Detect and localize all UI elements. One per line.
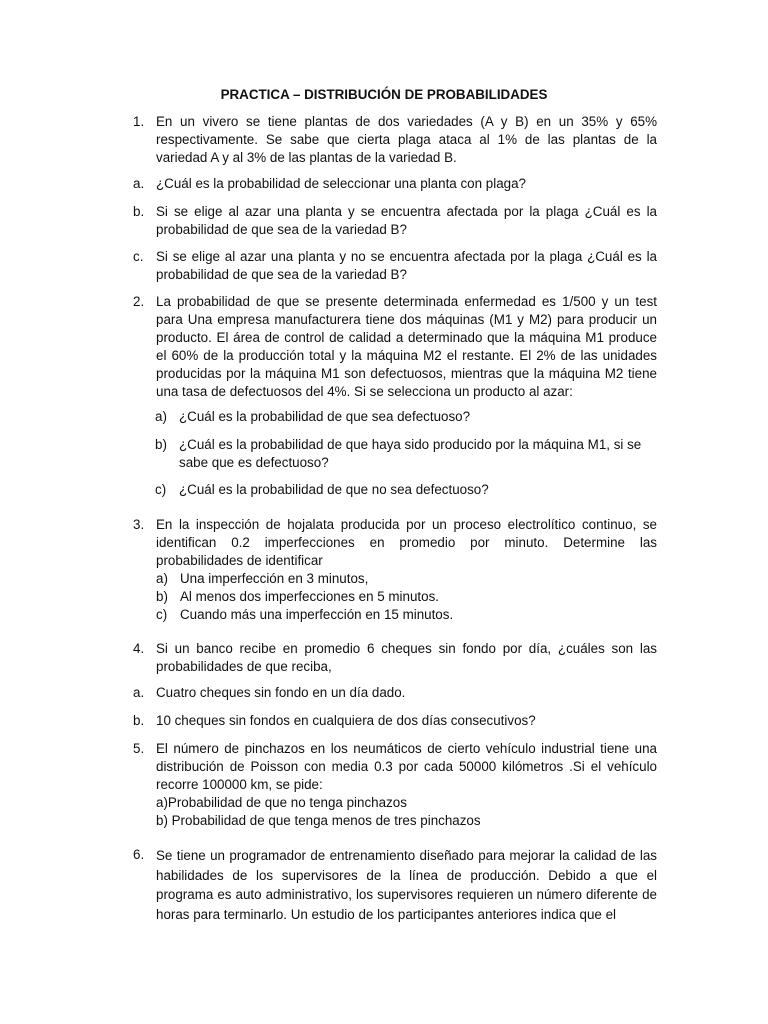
list-item: a)Probabilidad de que no tenga pinchazos: [156, 795, 407, 810]
question-2-part-b: [155, 436, 657, 472]
question-1-part-c: [133, 248, 657, 284]
question-number: 1.: [133, 114, 145, 129]
question-5: [133, 740, 657, 830]
part-text: ¿Cuál es la probabilidad de que no sea defectuoso?: [179, 482, 489, 497]
part-label: c): [156, 607, 168, 622]
part-label: a.: [133, 176, 145, 191]
question-text: Si un banco recibe en promedio 6 cheques sin fondo por día, ¿cuáles son las probabilidades de que reciba,: [156, 641, 657, 674]
question-number: 4.: [133, 641, 145, 656]
question-1-part-b: [133, 203, 657, 239]
question-2: [133, 293, 657, 401]
question-4-part-a: [133, 684, 657, 702]
question-text: En la inspección de hojalata producida por un proceso electrolítico continuo, se identifican 0.2 imperfecciones en promedio por minuto. Determine las probabilidades de identificar: [156, 517, 657, 568]
question-text: El número de pinchazos en los neumáticos de cierto vehículo industrial tiene una distribución de Poisson con media 0.3 por cada 50000 kilómetros .Si el vehículo recorre 100000 km, se pide:: [156, 741, 657, 792]
part-label: a): [156, 571, 168, 586]
list-item: [156, 606, 657, 624]
part-text: Una imperfección en 3 minutos,: [180, 571, 369, 586]
page-title: PRACTICA – DISTRIBUCIÓN DE PROBABILIDADES: [220, 87, 548, 102]
question-number: 6.: [133, 847, 145, 862]
part-text: Si se elige al azar una planta y se encuentra afectada por la plaga ¿Cuál es la probabilidad de que sea de la variedad B?: [156, 204, 657, 237]
question-text: En un vivero se tiene plantas de dos variedades (A y B) en un 35% y 65% respectivamente. Se sabe que cierta plaga ataca al 1% de las plantas de la variedad A y al 3% de las plantas de la variedad B.: [156, 114, 657, 165]
list-item: b) Probabilidad de que tenga menos de tres pinchazos: [156, 813, 481, 828]
part-label: b): [155, 437, 167, 452]
part-label: c.: [133, 249, 144, 264]
part-label: b.: [133, 713, 145, 728]
part-text: Cuatro cheques sin fondo en un día dado.: [156, 685, 406, 700]
question-1: [133, 113, 657, 167]
list-item: [156, 588, 657, 606]
question-4: [133, 640, 657, 676]
part-text: Cuando más una imperfección en 15 minutos.: [180, 607, 454, 622]
part-label: b.: [133, 204, 145, 219]
question-3: [133, 516, 657, 624]
list-item: [156, 570, 657, 588]
part-label: a): [155, 409, 167, 424]
part-text: Si se elige al azar una planta y no se encuentra afectada por la plaga ¿Cuál es la probabilidad de que sea de la variedad B?: [156, 249, 657, 282]
question-2-part-c: [155, 481, 657, 499]
question-4-part-b: [133, 712, 657, 730]
question-number: 3.: [133, 517, 145, 532]
part-text: ¿Cuál es la probabilidad de que haya sido producido por la máquina M1, si se sabe que es defectuoso?: [179, 437, 642, 470]
question-number: 2.: [133, 294, 145, 309]
part-label: a.: [133, 685, 145, 700]
part-text: Al menos dos imperfecciones en 5 minutos.: [180, 589, 440, 604]
part-text: ¿Cuál es la probabilidad de seleccionar una planta con plaga?: [156, 176, 526, 191]
part-label: b): [156, 589, 168, 604]
question-6: [133, 846, 657, 924]
question-2-part-a: [155, 408, 657, 426]
question-text: La probabilidad de que se presente determinada enfermedad es 1/500 y un test para Una empresa manufacturera tiene dos máquinas (M1 y M2) para producir un producto. El área de control de calidad a determinado que la máquina M1 produce el 60% de la producción total y la máquina M2 el restante. El 2% de las unidades producidas por la máquina M1 son defectuosos, mientras que la máquina M2 tiene una tasa de defectuosos del 4%. Si se selecciona un producto al azar:: [156, 294, 657, 399]
question-1-part-a: [133, 175, 657, 193]
question-text: Se tiene un programador de entrenamiento diseñado para mejorar la calidad de las habilidades de los supervisores de la línea de producción. Debido a que el programa es auto administrativo, los supervisores requieren un número diferente de horas para terminarlo. Un estudio de los participantes anteriores indica que el: [156, 848, 657, 922]
part-text: 10 cheques sin fondos en cualquiera de dos días consecutivos?: [156, 713, 536, 728]
part-label: c): [155, 482, 167, 497]
part-text: ¿Cuál es la probabilidad de que sea defectuoso?: [179, 409, 471, 424]
question-number: 5.: [133, 741, 145, 756]
